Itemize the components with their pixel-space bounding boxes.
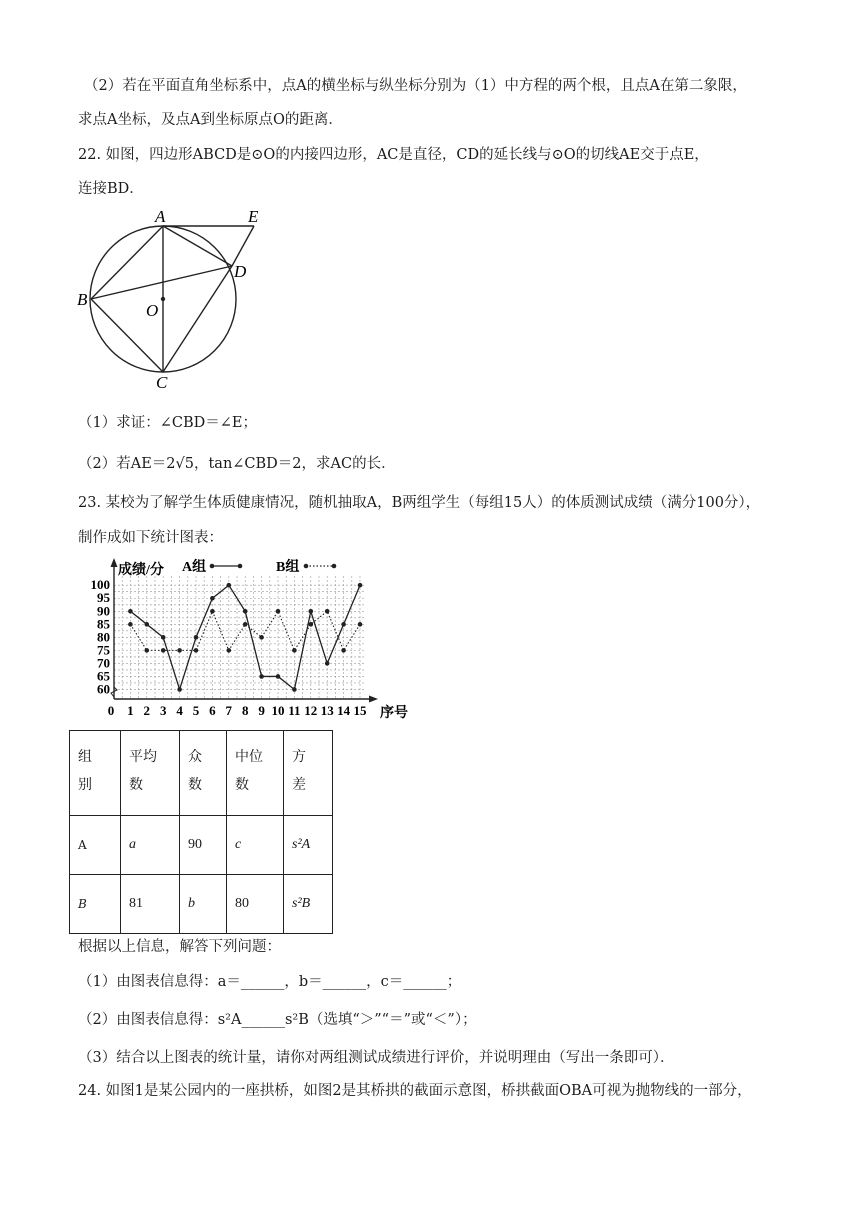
x-tick-label: 1 <box>127 703 134 718</box>
y-tick-label: 75 <box>97 642 110 658</box>
series-b-point <box>161 648 166 653</box>
q21-part2-line1: （2）若在平面直角坐标系中，点A的横坐标与纵坐标分别为（1）中方程的两个根，且点A在第二象限， <box>84 78 747 94</box>
x-tick-label: 6 <box>209 703 216 718</box>
table-header-row <box>70 731 333 816</box>
cell-b-mean: 81 <box>121 875 180 934</box>
x-tick-label: 15 <box>353 703 367 718</box>
x-tick-label: 7 <box>225 703 233 718</box>
cell-b-mode: b <box>180 875 227 934</box>
label-e: E <box>248 207 259 226</box>
y-axis-label: 成绩/分 <box>118 563 164 578</box>
x-tick-label: 5 <box>192 703 200 718</box>
series-b-point <box>259 635 264 640</box>
series-a-point <box>309 609 314 614</box>
x-tick-label: 4 <box>176 703 183 718</box>
y-tick-label: 70 <box>97 655 110 671</box>
series-a-point <box>210 596 215 601</box>
q23-after-table: 根据以上信息，解答下列问题： <box>78 939 281 955</box>
x-tick-label: 2 <box>143 703 151 718</box>
header-variance: 方 差 <box>284 731 333 816</box>
q22-stem-line1: 22. 如图，四边形ABCD是⊙O的内接四边形，AC是直径，CD的延长线与⊙O的切线AE交于点E， <box>78 147 709 163</box>
series-b-point <box>276 609 281 614</box>
table-row-a <box>70 816 333 875</box>
cell-a-group: A <box>70 816 121 875</box>
header-mean: 平均 数 <box>121 731 180 816</box>
cell-b-median: 80 <box>227 875 284 934</box>
series-b-point <box>210 609 215 614</box>
series-b-point <box>292 648 297 653</box>
y-tick-label: 60 <box>97 681 110 697</box>
q22-part2: （2）若AE＝2√5，tan∠CBD＝2，求AC的长． <box>78 456 396 472</box>
series-a-point <box>259 674 264 679</box>
label-d: D <box>234 262 247 281</box>
label-b: B <box>77 290 88 309</box>
y-axis-arrow <box>111 558 118 567</box>
series-b-point <box>358 622 363 627</box>
y-tick-label: 95 <box>97 590 110 606</box>
series-b-point <box>309 622 314 627</box>
series-a-point <box>177 687 182 692</box>
series-a-point <box>276 674 281 679</box>
table-row-b <box>70 875 333 934</box>
cell-a-median: c <box>227 816 284 875</box>
legend-label: A组 <box>182 560 207 575</box>
cell-b-variance: s²B <box>284 875 333 934</box>
cell-a-mode: 90 <box>180 816 227 875</box>
q23-stats-table <box>69 730 333 934</box>
x-tick-label: 8 <box>241 703 249 718</box>
cell-b-group: B <box>70 875 121 934</box>
q24-stem-line1: 24. 如图1是某公园内的一座拱桥，如图2是其桥拱的截面示意图，桥拱截面OBA可视为抛物线的一部分， <box>78 1083 752 1099</box>
series-a-point <box>341 622 346 627</box>
q22-stem-line2: 连接BD． <box>78 181 144 197</box>
q23-stem-line2: 制作成如下统计图表： <box>78 530 223 546</box>
x-axis-label: 序号 <box>380 706 408 721</box>
series-a-point <box>194 635 199 640</box>
series-a-point <box>292 687 297 692</box>
series-a-point <box>325 661 330 666</box>
series-a-point <box>227 583 232 588</box>
header-group: 组 别 <box>70 731 121 816</box>
x-tick-label: 11 <box>288 703 301 718</box>
q22-part1: （1）求证：∠CBD＝∠E； <box>78 415 257 431</box>
x-tick-label: 9 <box>258 703 265 718</box>
q21-part2-line2: 求点A坐标，及点A到坐标原点O的距离． <box>78 112 343 128</box>
legend-marker <box>304 564 309 569</box>
x-axis-arrow <box>369 696 378 703</box>
series-b-point <box>243 622 248 627</box>
series-b-point <box>194 648 199 653</box>
x-tick-label: 10 <box>271 703 285 718</box>
q23-part3: （3）结合以上图表的统计量，请你对两组测试成绩进行评价，并说明理由（写出一条即可）． <box>78 1050 675 1066</box>
series-a-point <box>358 583 363 588</box>
cell-a-variance: s²A <box>284 816 333 875</box>
label-o: O <box>146 301 159 320</box>
legend-marker <box>210 564 215 569</box>
legend-marker <box>332 564 337 569</box>
legend-label: B组 <box>276 560 300 575</box>
x-tick-label: 14 <box>337 703 351 718</box>
series-a-point <box>128 609 133 614</box>
series-a-point <box>243 609 248 614</box>
y-tick-label: 90 <box>97 603 110 619</box>
header-median: 中位 数 <box>227 731 284 816</box>
y-tick-label: 65 <box>97 668 110 684</box>
cell-a-mean: a <box>121 816 180 875</box>
q23-line-chart <box>82 554 424 726</box>
q23-part2: （2）由图表信息得：s²A______s²B（选填“＞”“＝”或“＜”）； <box>78 1012 477 1028</box>
y-tick-label: 85 <box>97 616 110 632</box>
x-tick-label: 3 <box>159 703 167 718</box>
q22-geometry-figure <box>74 206 274 392</box>
series-b-point <box>177 648 182 653</box>
series-b-point <box>145 648 150 653</box>
q23-stem-line1: 23. 某校为了解学生体质健康情况，随机抽取A，B两组学生（每组15人）的体质测试成绩（满分100分）， <box>78 495 761 511</box>
x-tick-label: 0 <box>107 703 115 718</box>
series-a-point <box>145 622 150 627</box>
label-a: A <box>155 207 166 226</box>
y-tick-label: 80 <box>97 629 110 645</box>
series-b-point <box>227 648 232 653</box>
series-a-point <box>161 635 166 640</box>
header-mode: 众 数 <box>180 731 227 816</box>
x-tick-label: 13 <box>320 703 334 718</box>
series-b-point <box>325 609 330 614</box>
series-b-point <box>341 648 346 653</box>
q23-part1: （1）由图表信息得：a＝______，b＝______，c＝______； <box>78 974 462 990</box>
legend-marker <box>238 564 243 569</box>
x-tick-label: 12 <box>304 703 318 718</box>
series-b-point <box>128 622 133 627</box>
y-tick-label: 100 <box>90 577 110 593</box>
label-c: C <box>156 373 168 392</box>
